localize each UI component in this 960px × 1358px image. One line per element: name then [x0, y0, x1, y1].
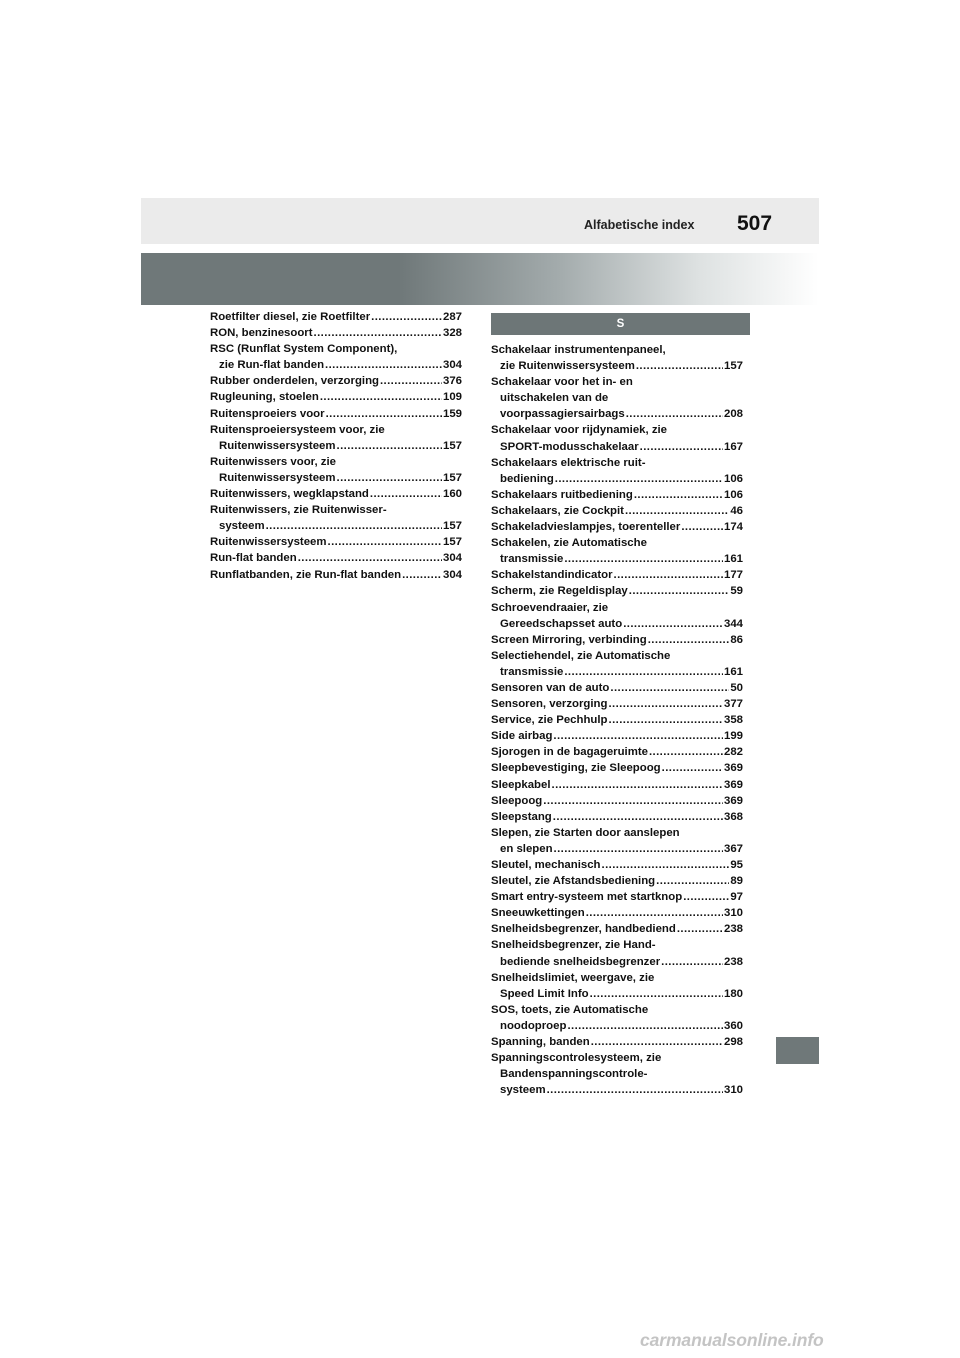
index-page-ref: 106	[723, 488, 743, 501]
index-page-ref: 310	[723, 1084, 743, 1097]
index-term: Schakelaar instrumentenpaneel,	[491, 344, 666, 356]
index-term: Sleepkabel	[491, 778, 551, 791]
index-entry	[210, 502, 462, 534]
dot-leader	[328, 534, 442, 550]
index-entry-line	[491, 632, 743, 648]
dot-leader	[370, 486, 442, 502]
index-term: zie Ruitenwissersysteem	[500, 360, 635, 373]
index-term: Schakelen, zie Automatische	[491, 537, 647, 550]
index-page-ref: 109	[442, 391, 462, 404]
chapter-thumb-tab	[776, 1037, 819, 1064]
index-entry-line	[491, 937, 743, 953]
dot-leader	[608, 696, 723, 712]
index-entry-line	[491, 986, 743, 1002]
index-page-ref: 287	[442, 311, 462, 323]
index-page-ref: 157	[442, 520, 462, 533]
index-entry	[491, 921, 743, 937]
dot-leader	[552, 777, 723, 793]
index-entry	[210, 389, 462, 405]
dot-leader	[314, 325, 442, 341]
index-entry-line	[491, 954, 743, 970]
index-entry-line	[491, 970, 743, 986]
index-term: Screen Mirroring, verbinding	[491, 633, 647, 646]
dot-leader	[337, 470, 442, 486]
dot-leader	[547, 1082, 723, 1098]
index-term: systeem	[219, 520, 265, 533]
index-page-ref: 298	[723, 1036, 743, 1049]
letter-section-header: S	[491, 313, 750, 335]
index-entry-line	[210, 389, 462, 405]
index-entry-line	[491, 760, 743, 776]
index-page-ref: 304	[442, 552, 462, 565]
index-term: Ruitenwissers, wegklapstand	[210, 488, 369, 501]
watermark: carmanualsonline.info	[640, 1330, 824, 1350]
index-column-right	[491, 342, 743, 1098]
index-entry-line	[210, 502, 462, 518]
index-page-ref: 177	[723, 569, 743, 582]
index-entry-line	[210, 438, 462, 454]
index-term: Run-flat banden	[210, 552, 297, 565]
index-entry-line	[491, 1066, 743, 1082]
index-entry-line	[491, 889, 743, 905]
index-term: Scherm, zie Regeldisplay	[491, 585, 628, 598]
index-page-ref: 376	[442, 375, 462, 388]
dot-leader	[564, 551, 723, 567]
index-entry	[491, 777, 743, 793]
dot-leader	[662, 760, 723, 776]
page-number: 507	[737, 212, 773, 235]
dot-leader	[266, 518, 442, 534]
index-entry-line	[210, 373, 462, 389]
index-page-ref: 157	[442, 439, 462, 452]
index-entry-line	[491, 841, 743, 857]
dot-leader	[661, 954, 723, 970]
index-entry-line	[210, 454, 462, 470]
dot-leader	[636, 358, 723, 374]
index-entry-line	[210, 357, 462, 373]
index-term: transmissie	[500, 553, 564, 566]
index-term: Spanning, banden	[491, 1036, 590, 1049]
index-page-ref: 282	[723, 746, 743, 759]
index-entry	[491, 535, 743, 567]
index-page-ref: 304	[442, 359, 462, 372]
index-term: Ruitensproeiersysteem voor, zie	[210, 423, 385, 436]
index-entry	[491, 873, 743, 889]
header-band	[141, 198, 819, 244]
dot-leader	[326, 406, 442, 422]
index-term: Gereedschapsset auto	[500, 617, 623, 630]
index-entry-line	[491, 1050, 743, 1066]
dot-leader	[553, 809, 723, 825]
index-page-ref: 89	[730, 875, 743, 888]
index-page-ref: 208	[723, 408, 743, 421]
dot-leader	[649, 744, 723, 760]
index-entry	[491, 583, 743, 599]
index-entry-line	[491, 358, 743, 374]
index-term: Smart entry-systeem met startknop	[491, 891, 683, 904]
index-entry	[491, 487, 743, 503]
index-entry	[491, 648, 743, 680]
index-term: Selectiehendel, zie Automatische	[491, 649, 671, 662]
dot-leader	[380, 373, 442, 389]
index-page-ref: 161	[723, 665, 743, 678]
index-entry	[491, 744, 743, 760]
index-entry	[491, 712, 743, 728]
index-page-ref: 310	[723, 907, 743, 920]
dot-leader	[402, 567, 442, 583]
index-term: uitschakelen van de	[500, 392, 609, 405]
index-term: Snelheidslimiet, weergave, zie	[491, 971, 655, 984]
index-entry-line	[210, 470, 462, 486]
index-entry-line	[491, 471, 743, 487]
index-entry-line	[491, 439, 743, 455]
index-term: Sleepoog	[491, 794, 543, 807]
dot-leader	[564, 664, 723, 680]
index-column-left	[210, 309, 462, 583]
index-entry-line	[491, 873, 743, 889]
index-term: noodoproep	[500, 1019, 567, 1032]
index-term: Runflatbanden, zie Run-flat banden	[210, 568, 402, 581]
index-entry-line	[491, 921, 743, 937]
index-page-ref: 238	[723, 955, 743, 968]
dot-leader	[623, 616, 723, 632]
dot-leader	[648, 632, 730, 648]
index-page-ref: 157	[723, 360, 743, 373]
index-page-ref: 238	[723, 923, 743, 936]
index-entry	[210, 325, 462, 341]
index-term: Rubber onderdelen, verzorging	[210, 375, 379, 388]
index-term: Sensoren van de auto	[491, 681, 610, 694]
index-entry-line	[491, 744, 743, 760]
dot-leader	[602, 857, 730, 873]
index-page-ref: 344	[723, 617, 743, 630]
index-entry	[491, 680, 743, 696]
index-entry-line	[491, 680, 743, 696]
index-term: Side airbag	[491, 730, 553, 743]
index-entry	[210, 534, 462, 550]
index-entry	[491, 455, 743, 487]
index-entry-line	[491, 406, 743, 422]
index-entry	[491, 1050, 743, 1098]
index-term: transmissie	[500, 665, 564, 678]
index-entry	[491, 374, 743, 422]
index-term: Schakelaar voor rijdynamiek, zie	[491, 424, 668, 437]
index-term: Ruitensproeiers voor	[210, 407, 325, 420]
index-term: Schakelstandindicator	[491, 569, 613, 582]
dot-leader	[614, 567, 723, 583]
index-page-ref: 159	[442, 407, 462, 420]
index-entry-line	[210, 518, 462, 534]
dot-leader	[543, 793, 723, 809]
index-term: Schroevendraaier, zie	[491, 601, 609, 614]
index-entry-line	[491, 648, 743, 664]
index-entry-line	[491, 616, 743, 632]
index-entry	[491, 970, 743, 1002]
index-page-ref: 50	[730, 681, 743, 694]
dot-leader	[567, 1018, 723, 1034]
index-term: Bandenspanningscontrole-	[500, 1068, 648, 1081]
index-entry-line	[210, 406, 462, 422]
index-entry-line	[491, 809, 743, 825]
index-term: Snelheidsbegrenzer, handbediend	[491, 923, 676, 936]
index-entry	[491, 632, 743, 648]
index-page-ref: 369	[723, 778, 743, 791]
dot-leader	[371, 309, 442, 325]
index-page-ref: 369	[723, 762, 743, 775]
index-entry-line	[491, 422, 743, 438]
index-term: RSC (Runflat System Component),	[210, 343, 398, 356]
index-entry-line	[491, 600, 743, 616]
index-page-ref: 358	[723, 714, 743, 727]
index-entry	[491, 422, 743, 454]
index-entry-line	[491, 857, 743, 873]
dot-leader	[629, 583, 730, 599]
dot-leader	[681, 519, 723, 535]
index-term: Ruitenwissers voor, zie	[210, 455, 336, 468]
index-term: SPORT-modusschakelaar	[500, 440, 639, 453]
index-page-ref: 157	[442, 536, 462, 549]
index-entry	[491, 503, 743, 519]
index-entry	[491, 342, 743, 374]
index-entry	[491, 905, 743, 921]
index-entry-line	[491, 1034, 743, 1050]
index-entry-line	[491, 825, 743, 841]
dot-leader	[586, 905, 723, 921]
index-entry-line	[210, 309, 462, 325]
index-page-ref: 160	[442, 488, 462, 501]
index-entry-line	[210, 325, 462, 341]
index-page-ref: 180	[723, 987, 743, 1000]
index-term: systeem	[500, 1084, 546, 1097]
index-term: Ruitenwissers, zie Ruitenwisser-	[210, 504, 387, 517]
index-term: Snelheidsbegrenzer, zie Hand-	[491, 939, 656, 952]
index-term: voorpassagiersairbags	[500, 408, 625, 421]
index-entry-line	[491, 696, 743, 712]
index-entry	[491, 793, 743, 809]
index-entry	[210, 406, 462, 422]
index-page-ref: 86	[730, 633, 743, 646]
index-term: en slepen	[500, 842, 553, 855]
dot-leader	[555, 471, 723, 487]
index-term: Sneeuwkettingen	[491, 907, 585, 920]
index-term: Ruitenwissersysteem	[210, 536, 327, 549]
index-entry	[210, 550, 462, 566]
dot-leader	[677, 921, 723, 937]
index-page-ref: 304	[442, 568, 462, 581]
index-entry	[210, 422, 462, 454]
index-entry	[210, 341, 462, 373]
dot-leader	[625, 503, 729, 519]
index-entry	[491, 728, 743, 744]
index-page-ref: 95	[730, 859, 743, 871]
index-entry	[491, 937, 743, 969]
index-term: Sleepbevestiging, zie Sleepoog	[491, 762, 661, 775]
index-entry-line	[491, 455, 743, 471]
index-entry-line	[491, 342, 743, 358]
dot-leader	[610, 680, 729, 696]
index-page-ref: 328	[442, 327, 462, 340]
index-term: Speed Limit Info	[500, 987, 589, 1000]
index-term: Service, zie Pechhulp	[491, 714, 608, 727]
index-entry-line	[210, 422, 462, 438]
dot-leader	[553, 728, 723, 744]
index-page-ref: 377	[723, 698, 743, 711]
dot-leader	[683, 889, 729, 905]
dot-leader	[656, 873, 729, 889]
index-entry-line	[210, 341, 462, 357]
index-page-ref: 97	[730, 891, 743, 904]
index-entry	[491, 696, 743, 712]
index-entry-line	[491, 519, 743, 535]
dot-leader	[591, 1034, 723, 1050]
index-term: Ruitenwissersysteem	[219, 439, 336, 452]
index-entry-line	[491, 487, 743, 503]
dot-leader	[609, 712, 723, 728]
index-entry-line	[491, 503, 743, 519]
index-entry-line	[491, 551, 743, 567]
index-term: Schakelaars ruitbediening	[491, 488, 633, 501]
index-page-ref: 157	[442, 471, 462, 484]
index-entry-line	[491, 728, 743, 744]
index-term: Sleepstang	[491, 810, 552, 823]
index-page-ref: 59	[730, 585, 743, 598]
dot-leader	[640, 439, 723, 455]
index-entry-line	[491, 390, 743, 406]
index-term: Sjorogen in de bagageruimte	[491, 746, 648, 759]
index-entry	[491, 857, 743, 873]
index-term: Sleutel, mechanisch	[491, 859, 601, 871]
index-term: Rugleuning, stoelen	[210, 391, 319, 404]
index-entry	[491, 760, 743, 776]
index-entry-line	[491, 712, 743, 728]
dot-leader	[554, 841, 723, 857]
index-term: Ruitenwissersysteem	[219, 471, 336, 484]
index-term: Sleutel, zie Afstandsbediening	[491, 875, 656, 888]
index-entry-line	[210, 550, 462, 566]
index-entry-line	[491, 583, 743, 599]
index-entry-line	[491, 374, 743, 390]
index-entry	[491, 809, 743, 825]
index-entry	[491, 1034, 743, 1050]
index-entry-line	[491, 535, 743, 551]
index-entry-line	[210, 486, 462, 502]
index-entry	[210, 486, 462, 502]
index-term: RON, benzinesoort	[210, 327, 313, 340]
index-entry	[491, 567, 743, 583]
index-page-ref: 369	[723, 794, 743, 807]
index-term: SOS, toets, zie Automatische	[491, 1003, 649, 1016]
index-page-ref: 161	[723, 553, 743, 566]
index-term: Slepen, zie Starten door aanslepen	[491, 826, 680, 839]
decorative-gradient-band	[141, 253, 819, 305]
index-entry	[491, 825, 743, 857]
index-entry	[210, 567, 462, 583]
index-entry-line	[210, 534, 462, 550]
index-entry-line	[491, 1082, 743, 1098]
dot-leader	[626, 406, 723, 422]
index-term: Schakeladvieslampjes, toerenteller	[491, 521, 681, 534]
index-page-ref: 367	[723, 842, 743, 855]
index-entry-line	[491, 905, 743, 921]
index-term: zie Run-flat banden	[219, 359, 325, 372]
index-entry	[491, 889, 743, 905]
index-term: Schakelaars elektrische ruit-	[491, 456, 646, 469]
index-term: Schakelaar voor het in- en	[491, 376, 633, 389]
index-term: Sensoren, verzorging	[491, 698, 608, 711]
index-page-ref: 167	[723, 440, 743, 453]
dot-leader	[298, 550, 442, 566]
index-entry-line	[491, 567, 743, 583]
index-page-ref: 368	[723, 810, 743, 823]
index-page-ref: 106	[723, 472, 743, 485]
index-entry	[491, 519, 743, 535]
index-entry-line	[491, 1018, 743, 1034]
index-entry-line	[491, 1002, 743, 1018]
index-page-ref: 360	[723, 1019, 743, 1032]
index-term: bediening	[500, 472, 554, 485]
index-entry-line	[210, 567, 462, 583]
dot-leader	[337, 438, 442, 454]
index-term: Schakelaars, zie Cockpit	[491, 504, 624, 517]
section-title: Alfabetische index	[584, 218, 695, 232]
index-term: Spanningscontrolesysteem, zie	[491, 1052, 662, 1065]
dot-leader	[634, 487, 723, 503]
index-entry-line	[491, 793, 743, 809]
index-entry	[491, 600, 743, 632]
index-entry	[491, 1002, 743, 1034]
index-page-ref: 199	[723, 730, 743, 743]
index-entry	[210, 373, 462, 389]
index-page-ref: 174	[723, 521, 743, 534]
dot-leader	[590, 986, 723, 1002]
index-entry-line	[491, 664, 743, 680]
index-entry	[210, 454, 462, 486]
index-term: bediende snelheidsbegrenzer	[500, 955, 661, 968]
dot-leader	[320, 389, 442, 405]
index-entry	[210, 309, 462, 325]
index-term: Roetfilter diesel, zie Roetfilter	[210, 311, 371, 323]
index-entry-line	[491, 777, 743, 793]
dot-leader	[325, 357, 442, 373]
index-page-ref: 46	[730, 504, 743, 517]
